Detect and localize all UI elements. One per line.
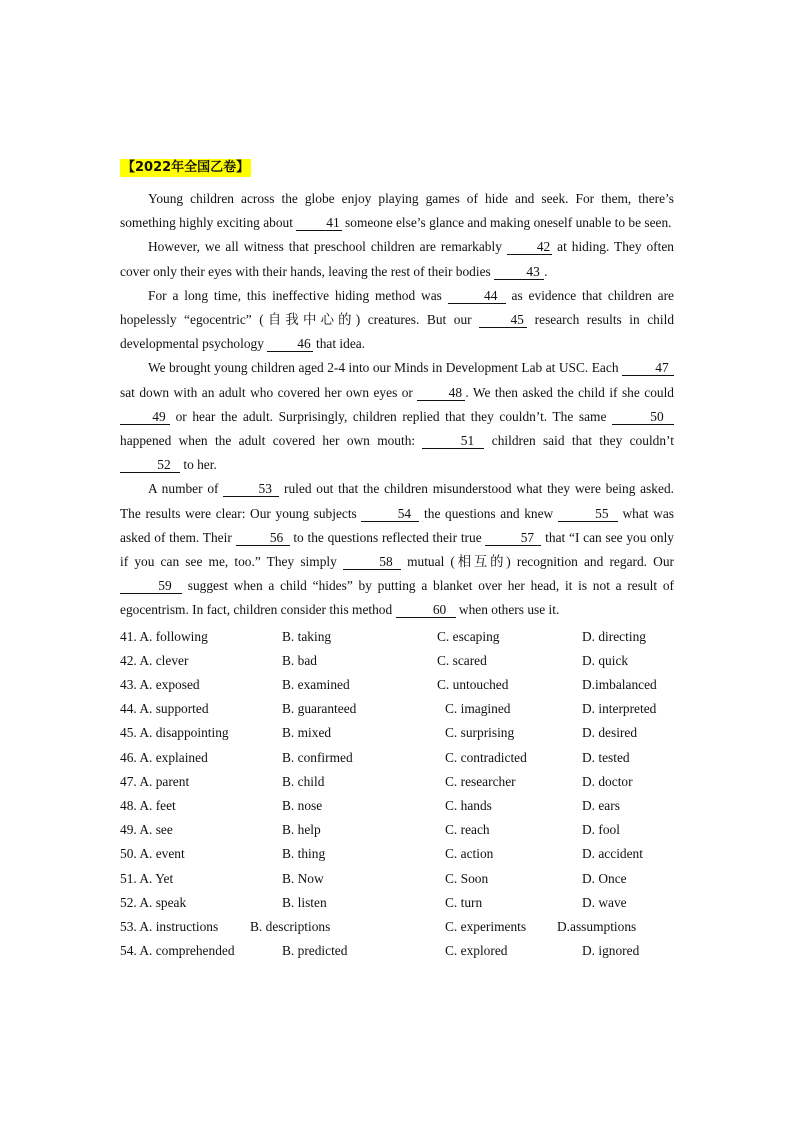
blank-54: 54 xyxy=(361,506,419,522)
option-a: 50. A. event xyxy=(120,846,185,862)
option-b: B. Now xyxy=(282,870,324,886)
blank-41: 41 xyxy=(296,215,341,231)
paragraph: We brought young children aged 2-4 into our Minds in Development Lab at USC. Each 47 sat down with an adult who covered her own eyes or 48 . We then asked the child if she could 49 or hear the adult. Surprisingly, children replied that they couldn’t. The same 50 happened when the adult covered her own mouth: 51 children said that they couldn’t 52 to her. xyxy=(120,360,675,473)
option-c: C. untouched xyxy=(437,677,509,693)
blank-58: 58 xyxy=(343,554,401,570)
option-row xyxy=(120,746,674,770)
option-row xyxy=(120,649,674,673)
blank-57: 57 xyxy=(485,530,541,546)
option-row xyxy=(120,673,674,697)
paragraph: Young children across the globe enjoy playing games of hide and seek. For them, there’s something highly exciting about 41 someone else’s glance and making oneself unable to be seen. xyxy=(120,191,674,231)
option-a: 51. A. Yet xyxy=(120,870,174,886)
option-d: D. quick xyxy=(582,652,629,668)
option-a: 47. A. parent xyxy=(120,773,190,789)
option-c: C. contradicted xyxy=(445,749,527,765)
option-b: B. thing xyxy=(282,846,326,862)
option-a: 54. A. comprehended xyxy=(120,943,235,959)
option-d: D. desired xyxy=(582,725,638,741)
paragraph: A number of 53 ruled out that the children misunderstood what they were being asked. The results were clear: Our young subjects 54 the questions and knew 55 what was asked of them. Their 56 to the questions reflected their true 57 that “I can see you only if you can see me, too.” They simply 58 mutual (相互的) recognition and regard. Our 59 suggest when a child “hides” by putting a blanket over her head, it is not a result of egocentrism. In fact, children consider this method 60 when others use it. xyxy=(120,481,675,618)
option-row xyxy=(120,915,674,939)
blank-60: 60 xyxy=(396,602,456,618)
option-a: 43. A. exposed xyxy=(120,677,200,693)
blank-55: 55 xyxy=(558,506,618,522)
option-d: D.assumptions xyxy=(557,918,637,934)
option-row xyxy=(120,842,674,866)
option-d: D. doctor xyxy=(582,773,633,789)
option-a: 44. A. supported xyxy=(120,701,209,717)
option-b: B. descriptions xyxy=(250,918,331,934)
option-c: C. escaping xyxy=(437,628,500,644)
option-c: C. surprising xyxy=(445,725,515,741)
option-a: 53. A. instructions xyxy=(120,918,219,934)
option-b: B. help xyxy=(282,822,321,838)
option-c: C. turn xyxy=(445,894,483,910)
option-d: D. tested xyxy=(582,749,630,765)
passage xyxy=(120,187,674,623)
option-d: D. directing xyxy=(582,628,646,644)
exam-page xyxy=(120,158,674,963)
option-b: B. guaranteed xyxy=(282,701,357,717)
paragraph: However, we all witness that preschool children are remarkably 42 at hiding. They often cover only their eyes with their hands, leaving the rest of their bodies 43 . xyxy=(120,239,674,279)
option-row xyxy=(120,818,674,842)
paragraph: For a long time, this ineffective hiding method was 44 as evidence that children are hopelessly “egocentric” (自我中心的) creatures. But our 45 research results in child developmental psychology 46 that idea. xyxy=(120,287,675,352)
blank-53: 53 xyxy=(223,481,279,497)
option-d: D. accident xyxy=(582,846,643,862)
option-c: C. reach xyxy=(445,822,490,838)
option-b: B. mixed xyxy=(282,725,332,741)
option-row xyxy=(120,891,674,915)
option-b: B. predicted xyxy=(282,943,348,959)
option-a: 42. A. clever xyxy=(120,652,189,668)
option-c: C. explored xyxy=(445,943,508,959)
option-c: C. Soon xyxy=(445,870,489,886)
option-b: B. confirmed xyxy=(282,749,353,765)
option-c: C. experiments xyxy=(445,918,527,934)
option-b: B. examined xyxy=(282,677,350,693)
blank-42: 42 xyxy=(507,239,552,255)
option-row xyxy=(120,721,674,745)
blank-59: 59 xyxy=(120,578,182,594)
blank-49: 49 xyxy=(120,409,170,425)
option-a: 52. A. speak xyxy=(120,894,187,910)
option-a: 46. A. explained xyxy=(120,749,208,765)
option-c: C. scared xyxy=(437,652,487,668)
option-d: D. wave xyxy=(582,894,627,910)
option-row xyxy=(120,939,674,963)
blank-50: 50 xyxy=(612,409,674,425)
option-d: D. ignored xyxy=(582,943,640,959)
option-b: B. bad xyxy=(282,652,317,668)
blank-51: 51 xyxy=(422,433,484,449)
option-d: D. Once xyxy=(582,870,627,886)
option-row xyxy=(120,770,674,794)
blank-46: 46 xyxy=(267,336,312,352)
option-c: C. action xyxy=(445,846,494,862)
option-c: C. researcher xyxy=(445,773,516,789)
option-row xyxy=(120,697,674,721)
blank-45: 45 xyxy=(479,312,527,328)
blank-44: 44 xyxy=(448,288,506,304)
option-row xyxy=(120,625,674,649)
option-b: B. listen xyxy=(282,894,327,910)
option-a: 48. A. feet xyxy=(120,797,176,813)
options-list xyxy=(120,625,674,964)
option-a: 45. A. disappointing xyxy=(120,725,229,741)
option-row xyxy=(120,794,674,818)
blank-47: 47 xyxy=(622,360,674,376)
option-c: C. hands xyxy=(445,797,492,813)
option-a: 41. A. following xyxy=(120,628,208,644)
option-d: D. fool xyxy=(582,822,620,838)
option-d: D.imbalanced xyxy=(582,677,657,693)
exam-source-tag: 【2022年全国乙卷】 xyxy=(122,160,250,175)
option-row xyxy=(120,867,674,891)
blank-48: 48 xyxy=(417,385,465,401)
option-d: D. interpreted xyxy=(582,701,657,717)
option-b: B. child xyxy=(282,773,325,789)
blank-56: 56 xyxy=(236,530,290,546)
option-d: D. ears xyxy=(582,797,620,813)
option-b: B. nose xyxy=(282,797,323,813)
blank-52: 52 xyxy=(120,457,180,473)
blank-43: 43 xyxy=(494,264,544,280)
option-b: B. taking xyxy=(282,628,332,644)
option-a: 49. A. see xyxy=(120,822,173,838)
option-c: C. imagined xyxy=(445,701,511,717)
